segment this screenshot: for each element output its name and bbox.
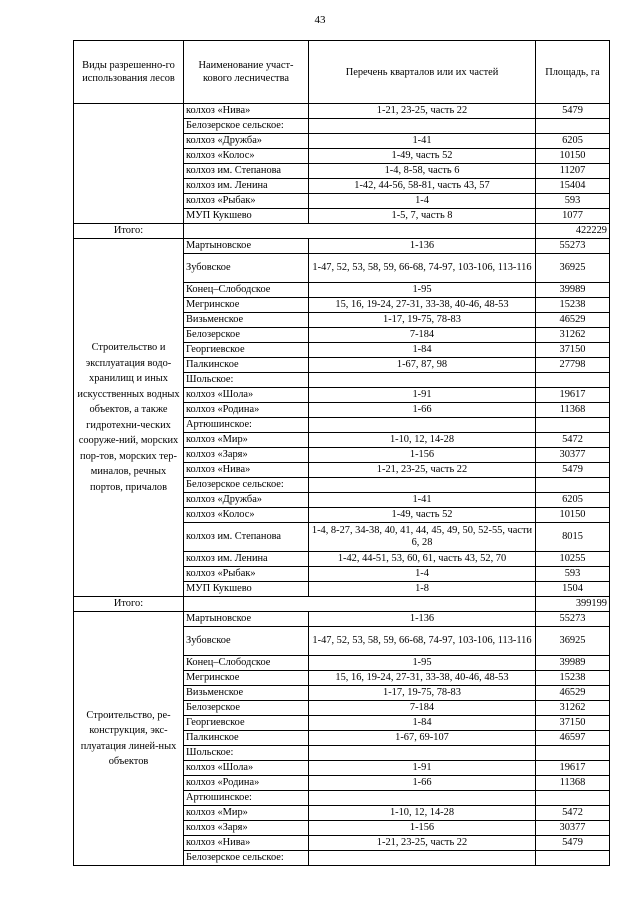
- quarters-cell: [309, 851, 536, 866]
- area-cell: 55273: [536, 612, 610, 627]
- area-cell: 46529: [536, 313, 610, 328]
- quarters-cell: 1-17, 19-75, 78-83: [309, 313, 536, 328]
- forestry-name-cell: колхоз «Родина»: [184, 776, 309, 791]
- forestry-name-cell: колхоз «Заря»: [184, 821, 309, 836]
- forestry-name-cell: колхоз «Колос»: [184, 149, 309, 164]
- forestry-name-cell: Мегринское: [184, 298, 309, 313]
- area-cell: 55273: [536, 239, 610, 254]
- quarters-cell: 1-8: [309, 582, 536, 597]
- forestry-name-cell: МУП Кукшево: [184, 582, 309, 597]
- area-cell: 31262: [536, 701, 610, 716]
- area-cell: 1504: [536, 582, 610, 597]
- forestry-name-cell: Зубовское: [184, 627, 309, 656]
- area-cell: 11207: [536, 164, 610, 179]
- use-type-cell: Строительство и эксплуатация водо-хранилищ и иных искусственных водных объектов, а также гидротехни-ческих сооруже-ний, морских пор-тов, морских тер-миналов, речных портов, причалов: [74, 239, 184, 597]
- quarters-cell: 1-47, 52, 53, 58, 59, 66-68, 74-97, 103-106, 113-116: [309, 627, 536, 656]
- page-number: 43: [314, 14, 326, 26]
- forestry-name-cell: колхоз «Рыбак»: [184, 194, 309, 209]
- area-cell: [536, 746, 610, 761]
- area-cell: 46529: [536, 686, 610, 701]
- area-cell: [536, 851, 610, 866]
- forestry-name-cell: Белозерское: [184, 701, 309, 716]
- use-type-cell: Строительство, ре-конструкция, экс-плуатация линей-ных объектов: [74, 612, 184, 866]
- forestry-name-cell: Артюшинское:: [184, 791, 309, 806]
- forestry-name-cell: колхоз «Нива»: [184, 104, 309, 119]
- quarters-cell: [309, 373, 536, 388]
- forestry-name-cell: Шольское:: [184, 746, 309, 761]
- quarters-cell: 1-66: [309, 776, 536, 791]
- forestry-name-cell: МУП Кукшево: [184, 209, 309, 224]
- forestry-name-cell: колхоз им. Степанова: [184, 523, 309, 552]
- forestry-name-cell: колхоз «Нива»: [184, 836, 309, 851]
- table-row: [74, 104, 610, 119]
- area-cell: 30377: [536, 448, 610, 463]
- area-cell: 6205: [536, 134, 610, 149]
- total-value: 399199: [536, 597, 610, 612]
- forestry-name-cell: колхоз «Нива»: [184, 463, 309, 478]
- forestry-name-cell: колхоз «Родина»: [184, 403, 309, 418]
- area-cell: 5472: [536, 806, 610, 821]
- total-value: 422229: [536, 224, 610, 239]
- quarters-cell: 1-67, 87, 98: [309, 358, 536, 373]
- forestry-name-cell: колхоз им. Степанова: [184, 164, 309, 179]
- quarters-cell: 1-42, 44-56, 58-81, часть 43, 57: [309, 179, 536, 194]
- forestry-name-cell: Визьменское: [184, 686, 309, 701]
- forestry-name-cell: колхоз «Мир»: [184, 806, 309, 821]
- area-cell: 15238: [536, 298, 610, 313]
- area-cell: 31262: [536, 328, 610, 343]
- area-cell: 11368: [536, 776, 610, 791]
- area-cell: 10150: [536, 149, 610, 164]
- quarters-cell: 1-156: [309, 821, 536, 836]
- area-cell: 37150: [536, 716, 610, 731]
- area-cell: [536, 791, 610, 806]
- total-label: Итого:: [74, 224, 184, 239]
- area-cell: 10255: [536, 552, 610, 567]
- forestry-name-cell: колхоз «Колос»: [184, 508, 309, 523]
- forestry-name-cell: Шольское:: [184, 373, 309, 388]
- quarters-cell: [309, 791, 536, 806]
- quarters-cell: 1-10, 12, 14-28: [309, 806, 536, 821]
- area-cell: 8015: [536, 523, 610, 552]
- quarters-cell: 1-21, 23-25, часть 22: [309, 463, 536, 478]
- area-cell: 36925: [536, 254, 610, 283]
- quarters-cell: 1-47, 52, 53, 58, 59, 66-68, 74-97, 103-106, 113-116: [309, 254, 536, 283]
- header-quarters-list: Перечень кварталов или их частей: [309, 41, 536, 104]
- forest-use-table: [73, 40, 610, 866]
- forestry-name-cell: Белозерское сельское:: [184, 851, 309, 866]
- area-cell: 19617: [536, 388, 610, 403]
- area-cell: 19617: [536, 761, 610, 776]
- quarters-cell: [309, 418, 536, 433]
- quarters-cell: 1-49, часть 52: [309, 508, 536, 523]
- table-header-row: [74, 41, 610, 104]
- forestry-name-cell: Палкинское: [184, 358, 309, 373]
- forestry-name-cell: Конец–Слободское: [184, 283, 309, 298]
- forestry-name-cell: Белозерское сельское:: [184, 119, 309, 134]
- area-cell: 5479: [536, 104, 610, 119]
- forestry-name-cell: Визьменское: [184, 313, 309, 328]
- quarters-cell: 1-17, 19-75, 78-83: [309, 686, 536, 701]
- quarters-cell: [309, 746, 536, 761]
- quarters-cell: 1-10, 12, 14-28: [309, 433, 536, 448]
- quarters-cell: 1-21, 23-25, часть 22: [309, 104, 536, 119]
- area-cell: 11368: [536, 403, 610, 418]
- quarters-cell: 1-136: [309, 239, 536, 254]
- quarters-cell: 1-4: [309, 194, 536, 209]
- quarters-cell: 1-5, 7, часть 8: [309, 209, 536, 224]
- forestry-name-cell: Артюшинское:: [184, 418, 309, 433]
- area-cell: 10150: [536, 508, 610, 523]
- area-cell: 15404: [536, 179, 610, 194]
- quarters-cell: 7-184: [309, 328, 536, 343]
- quarters-cell: 1-91: [309, 761, 536, 776]
- forestry-name-cell: колхоз «Дружба»: [184, 493, 309, 508]
- area-cell: 5472: [536, 433, 610, 448]
- quarters-cell: 1-136: [309, 612, 536, 627]
- area-cell: 5479: [536, 463, 610, 478]
- quarters-cell: 1-4, 8-27, 34-38, 40, 41, 44, 45, 49, 50, 52-55, части 6, 28: [309, 523, 536, 552]
- forestry-name-cell: Белозерское сельское:: [184, 478, 309, 493]
- quarters-cell: 15, 16, 19-24, 27-31, 33-38, 40-46, 48-53: [309, 671, 536, 686]
- header-forestry-name: Наименование участ-кового лесничества: [184, 41, 309, 104]
- quarters-cell: 1-156: [309, 448, 536, 463]
- table-row: [74, 612, 610, 627]
- header-area: Площадь, га: [536, 41, 610, 104]
- total-row: [74, 597, 610, 612]
- area-cell: 1077: [536, 209, 610, 224]
- area-cell: 37150: [536, 343, 610, 358]
- quarters-cell: 1-66: [309, 403, 536, 418]
- quarters-cell: 1-4: [309, 567, 536, 582]
- quarters-cell: 1-41: [309, 134, 536, 149]
- area-cell: [536, 418, 610, 433]
- area-cell: [536, 119, 610, 134]
- forestry-name-cell: колхоз «Дружба»: [184, 134, 309, 149]
- forestry-name-cell: колхоз им. Ленина: [184, 179, 309, 194]
- quarters-cell: 15, 16, 19-24, 27-31, 33-38, 40-46, 48-53: [309, 298, 536, 313]
- forestry-name-cell: Белозерское: [184, 328, 309, 343]
- quarters-cell: 1-95: [309, 656, 536, 671]
- forestry-name-cell: Палкинское: [184, 731, 309, 746]
- area-cell: 593: [536, 194, 610, 209]
- total-row: [74, 224, 610, 239]
- empty-cell: [184, 224, 536, 239]
- quarters-cell: 1-41: [309, 493, 536, 508]
- empty-cell: [184, 597, 536, 612]
- area-cell: 593: [536, 567, 610, 582]
- area-cell: 15238: [536, 671, 610, 686]
- quarters-cell: 1-21, 23-25, часть 22: [309, 836, 536, 851]
- area-cell: 5479: [536, 836, 610, 851]
- forestry-name-cell: Мегринское: [184, 671, 309, 686]
- forestry-name-cell: Зубовское: [184, 254, 309, 283]
- forestry-name-cell: колхоз «Шола»: [184, 761, 309, 776]
- forestry-name-cell: колхоз «Мир»: [184, 433, 309, 448]
- area-cell: 39989: [536, 283, 610, 298]
- forestry-name-cell: Георгиевское: [184, 716, 309, 731]
- forestry-name-cell: колхоз «Шола»: [184, 388, 309, 403]
- table-body: [74, 104, 610, 866]
- area-cell: 6205: [536, 493, 610, 508]
- quarters-cell: 7-184: [309, 701, 536, 716]
- forestry-name-cell: Георгиевское: [184, 343, 309, 358]
- quarters-cell: 1-67, 69-107: [309, 731, 536, 746]
- area-cell: [536, 373, 610, 388]
- forestry-name-cell: Мартыновское: [184, 239, 309, 254]
- forestry-name-cell: колхоз «Заря»: [184, 448, 309, 463]
- area-cell: 27798: [536, 358, 610, 373]
- quarters-cell: 1-95: [309, 283, 536, 298]
- quarters-cell: [309, 119, 536, 134]
- header-use-type: Виды разрешенно-го использования лесов: [74, 41, 184, 104]
- area-cell: 39989: [536, 656, 610, 671]
- forestry-name-cell: Конец–Слободское: [184, 656, 309, 671]
- quarters-cell: 1-42, 44-51, 53, 60, 61, часть 43, 52, 70: [309, 552, 536, 567]
- quarters-cell: 1-84: [309, 343, 536, 358]
- forestry-name-cell: колхоз им. Ленина: [184, 552, 309, 567]
- table-row: [74, 239, 610, 254]
- area-cell: 30377: [536, 821, 610, 836]
- area-cell: [536, 478, 610, 493]
- area-cell: 36925: [536, 627, 610, 656]
- quarters-cell: 1-49, часть 52: [309, 149, 536, 164]
- area-cell: 46597: [536, 731, 610, 746]
- quarters-cell: 1-4, 8-58, часть 6: [309, 164, 536, 179]
- total-label: Итого:: [74, 597, 184, 612]
- forestry-name-cell: Мартыновское: [184, 612, 309, 627]
- use-type-cell: [74, 104, 184, 224]
- quarters-cell: 1-91: [309, 388, 536, 403]
- quarters-cell: 1-84: [309, 716, 536, 731]
- quarters-cell: [309, 478, 536, 493]
- forestry-name-cell: колхоз «Рыбак»: [184, 567, 309, 582]
